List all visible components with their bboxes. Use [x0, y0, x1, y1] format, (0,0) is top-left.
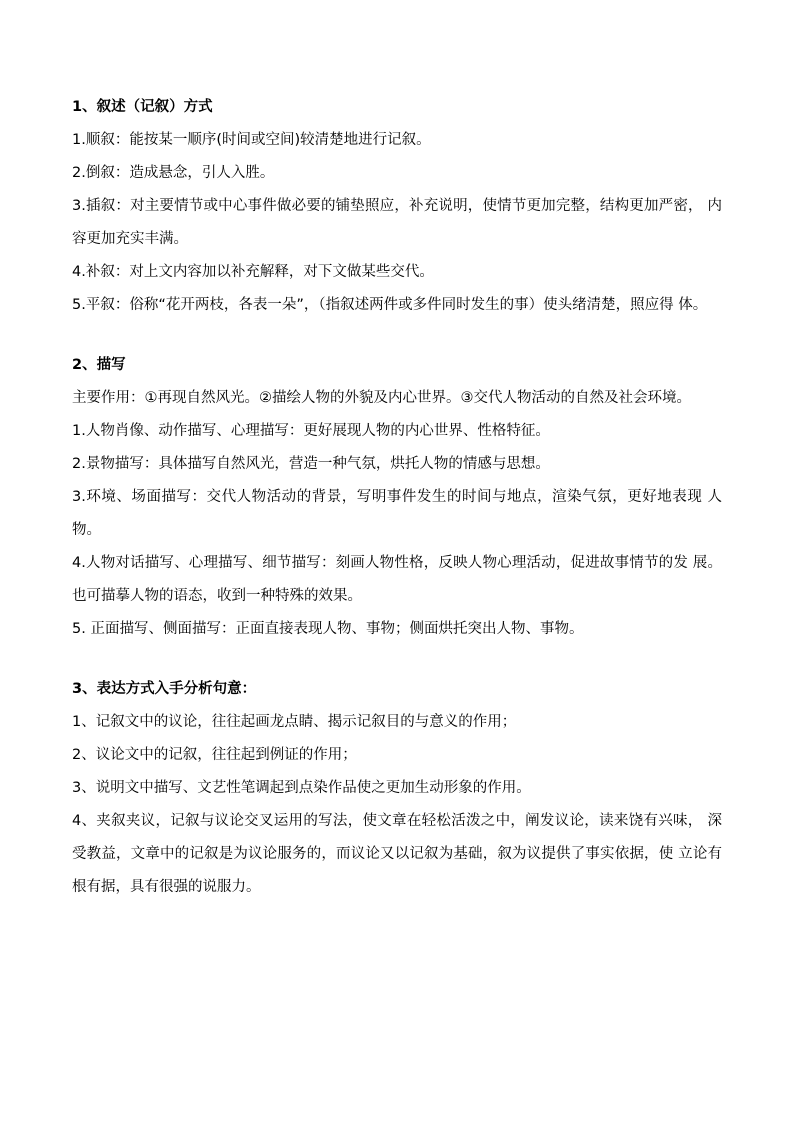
paragraph: 4.补叙：对上文内容加以补充解释，对下文做某些交代。	[72, 264, 434, 280]
paragraph: 3、说明文中描写、文艺性笔调起到点染作品使之更加生动形象的作用。	[72, 780, 531, 796]
section-description	[72, 351, 722, 646]
paragraph: 3.环境、场面描写：交代人物活动的背景，写明事件发生的时间与地点，渲染气氛，更好地表现 人物。	[72, 489, 722, 538]
section-narration-methods	[72, 93, 722, 322]
paragraph: 1.顺叙：能按某一顺序(时间或空间)较清楚地进行记叙。	[72, 132, 431, 148]
document-page	[72, 93, 722, 904]
paragraph: 4、夹叙夹议，记叙与议论交叉运用的写法，使文章在轻松活泼之中，阐发议论，读来饶有兴味， 深受教益，文章中的记叙是为议论服务的，而议论又以记叙为基础，叙为议提供了事实依据，使 立论有根有据，具有很强的说服力。	[72, 813, 722, 895]
section-heading: 1、叙述（记叙）方式	[72, 99, 213, 115]
paragraph: 1、记叙文中的议论，往往起画龙点睛、揭示记叙目的与意义的作用；	[72, 714, 517, 730]
paragraph: 主要作用：①再现自然风光。②描绘人物的外貌及内心世界。③交代人物活动的自然及社会环境。	[72, 390, 691, 406]
paragraph: 1.人物肖像、动作描写、心理描写：更好展现人物的内心世界、性格特征。	[72, 423, 550, 439]
section-expression-analysis	[72, 675, 722, 904]
paragraph: 5.平叙：俗称“花开两枝，各表一朵”，（指叙述两件或多件同时发生的事）使头绪清楚，照应得 体。	[72, 297, 708, 313]
paragraph: 5. 正面描写、侧面描写：正面直接表现人物、事物；侧面烘托突出人物、事物。	[72, 621, 584, 637]
paragraph: 4.人物对话描写、心理描写、细节描写：刻画人物性格，反映人物心理活动，促进故事情节的发 展。也可描摹人物的语态，收到一种特殊的效果。	[72, 555, 722, 604]
paragraph: 2.景物描写：具体描写自然风光，营造一种气氛，烘托人物的情感与思想。	[72, 456, 550, 472]
section-heading: 3、表达方式入手分析句意：	[72, 681, 257, 697]
paragraph: 2.倒叙：造成悬念，引人入胜。	[72, 165, 275, 181]
paragraph: 3.插叙：对主要情节或中心事件做必要的铺垫照应，补充说明，使情节更加完整，结构更加严密， 内容更加充实丰满。	[72, 198, 722, 247]
section-heading: 2、描写	[72, 357, 126, 373]
paragraph: 2、议论文中的记叙，往往起到例证的作用；	[72, 747, 357, 763]
